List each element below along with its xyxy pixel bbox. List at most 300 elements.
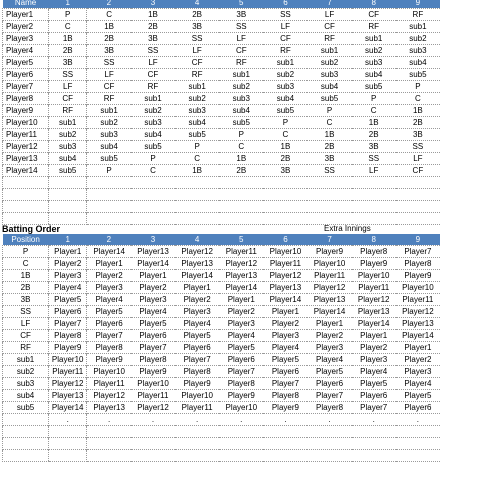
batting-cell[interactable]: Player1 bbox=[87, 258, 131, 270]
defense-cell[interactable]: 2B bbox=[219, 165, 263, 177]
defense-row-label-cell[interactable]: Player10 bbox=[3, 117, 49, 129]
defense-cell[interactable]: LF bbox=[307, 9, 351, 21]
defense-cell[interactable]: P bbox=[263, 117, 307, 129]
defense-cell[interactable]: C bbox=[352, 105, 396, 117]
batting-cell[interactable]: . bbox=[87, 414, 131, 426]
defense-cell[interactable]: CF bbox=[263, 33, 307, 45]
defense-cell[interactable]: P bbox=[131, 153, 175, 165]
batting-cell[interactable]: Player4 bbox=[49, 282, 87, 294]
defense-cell[interactable]: sub1 bbox=[49, 117, 87, 129]
defense-cell[interactable] bbox=[219, 201, 263, 213]
batting-cell[interactable] bbox=[307, 426, 351, 438]
batting-cell[interactable]: Player10 bbox=[131, 378, 175, 390]
batting-cell[interactable]: Player13 bbox=[175, 258, 219, 270]
batting-cell[interactable]: Player10 bbox=[263, 246, 307, 258]
defense-cell[interactable]: LF bbox=[175, 45, 219, 57]
defense-cell[interactable] bbox=[352, 189, 396, 201]
batting-cell[interactable]: Player11 bbox=[87, 378, 131, 390]
batting-cell[interactable]: Player3 bbox=[131, 294, 175, 306]
defense-cell[interactable]: sub5 bbox=[263, 105, 307, 117]
batting-cell[interactable]: Player8 bbox=[87, 342, 131, 354]
defense-cell[interactable]: C bbox=[396, 93, 440, 105]
batting-row-label-cell[interactable]: sub2 bbox=[3, 366, 49, 378]
batting-row-label-cell[interactable]: sub5 bbox=[3, 402, 49, 414]
batting-cell[interactable]: Player6 bbox=[263, 366, 307, 378]
batting-row-label-cell[interactable]: P bbox=[3, 246, 49, 258]
defense-cell[interactable]: P bbox=[87, 165, 131, 177]
defense-cell[interactable] bbox=[87, 213, 131, 225]
batting-cell[interactable]: Player7 bbox=[219, 366, 263, 378]
defense-cell[interactable] bbox=[263, 177, 307, 189]
defense-cell[interactable]: sub1 bbox=[219, 69, 263, 81]
batting-cell[interactable]: Player12 bbox=[49, 378, 87, 390]
batting-cell[interactable]: Player5 bbox=[352, 378, 396, 390]
batting-cell[interactable]: Player9 bbox=[263, 402, 307, 414]
defense-cell[interactable] bbox=[131, 189, 175, 201]
batting-cell[interactable]: Player11 bbox=[307, 270, 351, 282]
defense-cell[interactable]: 3B bbox=[307, 153, 351, 165]
batting-cell[interactable]: Player11 bbox=[352, 282, 396, 294]
defense-cell[interactable]: 3B bbox=[352, 141, 396, 153]
batting-cell[interactable]: Player9 bbox=[87, 354, 131, 366]
defense-cell[interactable]: 1B bbox=[352, 117, 396, 129]
defense-row-label-cell[interactable]: Player8 bbox=[3, 93, 49, 105]
defense-cell[interactable]: sub3 bbox=[175, 105, 219, 117]
batting-row-label-cell[interactable]: 2B bbox=[3, 282, 49, 294]
defense-cell[interactable]: P bbox=[352, 93, 396, 105]
batting-cell[interactable]: . bbox=[49, 414, 87, 426]
defense-cell[interactable]: P bbox=[49, 9, 87, 21]
batting-cell[interactable]: Player7 bbox=[131, 342, 175, 354]
batting-cell[interactable]: Player3 bbox=[87, 282, 131, 294]
defense-cell[interactable]: sub2 bbox=[263, 69, 307, 81]
defense-header-cell[interactable]: 5 bbox=[219, 0, 263, 9]
defense-cell[interactable]: sub4 bbox=[263, 93, 307, 105]
defense-cell[interactable]: RF bbox=[49, 105, 87, 117]
defense-cell[interactable] bbox=[352, 177, 396, 189]
defense-cell[interactable]: sub2 bbox=[49, 129, 87, 141]
defense-cell[interactable]: RF bbox=[352, 21, 396, 33]
defense-cell[interactable]: C bbox=[49, 21, 87, 33]
batting-cell[interactable]: Player5 bbox=[49, 294, 87, 306]
batting-header-cell[interactable]: 4 bbox=[175, 234, 219, 246]
defense-cell[interactable]: sub1 bbox=[263, 57, 307, 69]
batting-cell[interactable] bbox=[175, 438, 219, 450]
batting-cell[interactable] bbox=[219, 426, 263, 438]
batting-row-label-cell[interactable]: C bbox=[3, 258, 49, 270]
defense-cell[interactable]: sub5 bbox=[131, 141, 175, 153]
batting-row-label-cell[interactable]: sub3 bbox=[3, 378, 49, 390]
defense-cell[interactable]: sub3 bbox=[263, 81, 307, 93]
defense-header-cell[interactable]: 8 bbox=[352, 0, 396, 9]
batting-cell[interactable]: Player5 bbox=[263, 354, 307, 366]
defense-cell[interactable] bbox=[87, 177, 131, 189]
batting-cell[interactable]: Player9 bbox=[49, 342, 87, 354]
batting-cell[interactable]: Player14 bbox=[175, 270, 219, 282]
defense-cell[interactable]: 1B bbox=[307, 129, 351, 141]
defense-cell[interactable]: 1B bbox=[263, 141, 307, 153]
defense-cell[interactable]: 1B bbox=[175, 165, 219, 177]
defense-cell[interactable]: sub5 bbox=[87, 153, 131, 165]
defense-row-label-cell[interactable]: Player4 bbox=[3, 45, 49, 57]
batting-cell[interactable]: Player8 bbox=[131, 354, 175, 366]
defense-row-label-cell[interactable] bbox=[3, 201, 49, 213]
batting-cell[interactable]: Player13 bbox=[49, 390, 87, 402]
batting-cell[interactable]: Player14 bbox=[396, 330, 440, 342]
batting-cell[interactable]: Player8 bbox=[49, 330, 87, 342]
defense-cell[interactable] bbox=[396, 189, 440, 201]
batting-cell[interactable]: Player1 bbox=[263, 306, 307, 318]
defense-cell[interactable] bbox=[263, 201, 307, 213]
defense-cell[interactable]: sub5 bbox=[307, 93, 351, 105]
batting-cell[interactable]: Player13 bbox=[307, 294, 351, 306]
batting-cell[interactable]: Player6 bbox=[396, 402, 440, 414]
batting-cell[interactable] bbox=[307, 450, 351, 462]
defense-cell[interactable]: SS bbox=[263, 9, 307, 21]
defense-header-cell[interactable]: 3 bbox=[131, 0, 175, 9]
defense-row-label-cell[interactable]: Player5 bbox=[3, 57, 49, 69]
batting-cell[interactable]: . bbox=[263, 414, 307, 426]
batting-cell[interactable]: Player5 bbox=[87, 306, 131, 318]
defense-cell[interactable]: sub3 bbox=[219, 93, 263, 105]
defense-cell[interactable] bbox=[131, 213, 175, 225]
defense-cell[interactable]: C bbox=[263, 129, 307, 141]
batting-cell[interactable]: Player1 bbox=[219, 294, 263, 306]
batting-cell[interactable]: Player8 bbox=[307, 402, 351, 414]
batting-cell[interactable]: Player3 bbox=[352, 354, 396, 366]
defense-cell[interactable]: RF bbox=[307, 33, 351, 45]
batting-cell[interactable] bbox=[219, 438, 263, 450]
batting-cell[interactable]: Player11 bbox=[175, 402, 219, 414]
defense-cell[interactable]: sub1 bbox=[307, 45, 351, 57]
defense-cell[interactable]: sub3 bbox=[307, 69, 351, 81]
batting-header-cell[interactable]: 8 bbox=[352, 234, 396, 246]
batting-cell[interactable]: Player8 bbox=[263, 390, 307, 402]
defense-cell[interactable]: 1B bbox=[219, 153, 263, 165]
defense-cell[interactable]: CF bbox=[87, 81, 131, 93]
defense-cell[interactable]: C bbox=[175, 153, 219, 165]
batting-cell[interactable]: Player6 bbox=[307, 378, 351, 390]
batting-cell[interactable]: . bbox=[396, 414, 440, 426]
batting-cell[interactable]: Player6 bbox=[87, 318, 131, 330]
defense-row-label-cell[interactable]: Player9 bbox=[3, 105, 49, 117]
defense-cell[interactable]: 3B bbox=[87, 45, 131, 57]
defense-cell[interactable] bbox=[219, 177, 263, 189]
defense-cell[interactable]: CF bbox=[219, 45, 263, 57]
defense-cell[interactable] bbox=[396, 213, 440, 225]
defense-cell[interactable]: 3B bbox=[131, 33, 175, 45]
defense-cell[interactable]: SS bbox=[49, 69, 87, 81]
batting-cell[interactable]: Player10 bbox=[352, 270, 396, 282]
defense-cell[interactable]: SS bbox=[307, 165, 351, 177]
batting-cell[interactable]: Player5 bbox=[131, 318, 175, 330]
defense-cell[interactable]: sub2 bbox=[396, 33, 440, 45]
batting-cell[interactable]: Player4 bbox=[175, 318, 219, 330]
defense-cell[interactable]: 3B bbox=[175, 21, 219, 33]
batting-cell[interactable]: . bbox=[352, 414, 396, 426]
batting-cell[interactable]: Player2 bbox=[87, 270, 131, 282]
defense-cell[interactable] bbox=[219, 189, 263, 201]
batting-cell[interactable]: Player6 bbox=[131, 330, 175, 342]
defense-cell[interactable] bbox=[131, 177, 175, 189]
defense-cell[interactable] bbox=[307, 177, 351, 189]
defense-row-label-cell[interactable] bbox=[3, 213, 49, 225]
batting-row-label-cell[interactable] bbox=[3, 426, 49, 438]
defense-cell[interactable]: LF bbox=[219, 33, 263, 45]
defense-cell[interactable]: CF bbox=[49, 93, 87, 105]
batting-cell[interactable]: Player1 bbox=[131, 270, 175, 282]
batting-cell[interactable]: Player13 bbox=[396, 318, 440, 330]
defense-cell[interactable]: sub3 bbox=[396, 45, 440, 57]
batting-cell[interactable] bbox=[352, 426, 396, 438]
defense-header-cell[interactable]: 1 bbox=[49, 0, 87, 9]
defense-cell[interactable] bbox=[263, 213, 307, 225]
batting-cell[interactable]: Player12 bbox=[219, 258, 263, 270]
batting-cell[interactable]: Player3 bbox=[219, 318, 263, 330]
defense-cell[interactable]: sub3 bbox=[49, 141, 87, 153]
defense-cell[interactable]: sub3 bbox=[352, 57, 396, 69]
batting-cell[interactable]: Player2 bbox=[263, 318, 307, 330]
defense-cell[interactable]: 3B bbox=[219, 9, 263, 21]
defense-cell[interactable]: 2B bbox=[175, 9, 219, 21]
batting-row-label-cell[interactable]: LF bbox=[3, 318, 49, 330]
batting-cell[interactable]: Player6 bbox=[219, 354, 263, 366]
defense-cell[interactable]: sub4 bbox=[219, 105, 263, 117]
batting-row-label-cell[interactable]: sub4 bbox=[3, 390, 49, 402]
batting-cell[interactable] bbox=[49, 426, 87, 438]
defense-cell[interactable] bbox=[175, 177, 219, 189]
batting-cell[interactable]: Player9 bbox=[307, 246, 351, 258]
defense-cell[interactable]: CF bbox=[396, 165, 440, 177]
defense-cell[interactable]: 2B bbox=[87, 33, 131, 45]
defense-cell[interactable]: 3B bbox=[49, 57, 87, 69]
batting-cell[interactable]: Player6 bbox=[175, 342, 219, 354]
defense-cell[interactable]: SS bbox=[175, 33, 219, 45]
batting-cell[interactable]: Player2 bbox=[175, 294, 219, 306]
defense-row-label-cell[interactable]: Player1 bbox=[3, 9, 49, 21]
defense-header-cell[interactable]: 7 bbox=[307, 0, 351, 9]
batting-cell[interactable]: . bbox=[219, 414, 263, 426]
defense-cell[interactable]: sub4 bbox=[396, 57, 440, 69]
defense-cell[interactable]: RF bbox=[219, 57, 263, 69]
batting-cell[interactable]: Player9 bbox=[175, 378, 219, 390]
defense-cell[interactable]: 2B bbox=[49, 45, 87, 57]
batting-cell[interactable]: Player4 bbox=[307, 354, 351, 366]
batting-cell[interactable]: Player2 bbox=[49, 258, 87, 270]
batting-cell[interactable] bbox=[307, 438, 351, 450]
defense-cell[interactable] bbox=[307, 189, 351, 201]
batting-cell[interactable] bbox=[263, 438, 307, 450]
batting-cell[interactable]: Player10 bbox=[396, 282, 440, 294]
batting-cell[interactable] bbox=[219, 450, 263, 462]
batting-cell[interactable] bbox=[396, 426, 440, 438]
defense-cell[interactable]: sub2 bbox=[352, 45, 396, 57]
batting-cell[interactable]: Player4 bbox=[396, 378, 440, 390]
batting-cell[interactable]: Player1 bbox=[396, 342, 440, 354]
defense-cell[interactable] bbox=[175, 189, 219, 201]
batting-cell[interactable] bbox=[396, 438, 440, 450]
defense-row-label-cell[interactable]: Player6 bbox=[3, 69, 49, 81]
batting-cell[interactable] bbox=[87, 450, 131, 462]
defense-row-label-cell[interactable] bbox=[3, 177, 49, 189]
batting-cell[interactable] bbox=[352, 450, 396, 462]
defense-header-cell[interactable]: Name bbox=[3, 0, 49, 9]
defense-cell[interactable]: sub5 bbox=[219, 117, 263, 129]
defense-cell[interactable]: P bbox=[219, 129, 263, 141]
batting-header-cell[interactable]: 7 bbox=[307, 234, 351, 246]
defense-cell[interactable]: C bbox=[87, 9, 131, 21]
defense-cell[interactable]: sub5 bbox=[396, 69, 440, 81]
defense-cell[interactable]: SS bbox=[352, 153, 396, 165]
batting-cell[interactable]: Player7 bbox=[352, 402, 396, 414]
defense-cell[interactable]: P bbox=[175, 141, 219, 153]
batting-cell[interactable]: Player4 bbox=[263, 342, 307, 354]
defense-cell[interactable]: 1B bbox=[396, 105, 440, 117]
batting-cell[interactable]: Player3 bbox=[263, 330, 307, 342]
batting-cell[interactable]: Player11 bbox=[263, 258, 307, 270]
batting-cell[interactable]: . bbox=[175, 414, 219, 426]
batting-cell[interactable]: Player7 bbox=[396, 246, 440, 258]
batting-cell[interactable]: Player3 bbox=[49, 270, 87, 282]
batting-cell[interactable]: . bbox=[131, 414, 175, 426]
batting-row-label-cell[interactable] bbox=[3, 438, 49, 450]
batting-row-label-cell[interactable]: CF bbox=[3, 330, 49, 342]
defense-cell[interactable]: sub4 bbox=[307, 81, 351, 93]
batting-cell[interactable]: Player1 bbox=[175, 282, 219, 294]
batting-cell[interactable]: Player14 bbox=[131, 258, 175, 270]
batting-cell[interactable]: Player3 bbox=[396, 366, 440, 378]
batting-cell[interactable]: Player10 bbox=[49, 354, 87, 366]
defense-cell[interactable]: RF bbox=[263, 45, 307, 57]
defense-cell[interactable]: 2B bbox=[307, 141, 351, 153]
batting-row-label-cell[interactable] bbox=[3, 450, 49, 462]
defense-cell[interactable]: 2B bbox=[396, 117, 440, 129]
batting-cell[interactable] bbox=[87, 438, 131, 450]
batting-cell[interactable]: Player2 bbox=[396, 354, 440, 366]
defense-cell[interactable]: RF bbox=[87, 93, 131, 105]
batting-cell[interactable]: Player11 bbox=[219, 246, 263, 258]
defense-cell[interactable]: sub4 bbox=[352, 69, 396, 81]
batting-cell[interactable]: Player8 bbox=[396, 258, 440, 270]
batting-cell[interactable]: . bbox=[307, 414, 351, 426]
batting-cell[interactable]: Player10 bbox=[87, 366, 131, 378]
batting-header-cell[interactable]: 5 bbox=[219, 234, 263, 246]
defense-cell[interactable]: LF bbox=[131, 57, 175, 69]
batting-cell[interactable]: Player12 bbox=[352, 294, 396, 306]
batting-cell[interactable]: Player13 bbox=[263, 282, 307, 294]
defense-header-cell[interactable]: 6 bbox=[263, 0, 307, 9]
batting-cell[interactable]: Player8 bbox=[219, 378, 263, 390]
batting-row-label-cell[interactable]: SS bbox=[3, 306, 49, 318]
batting-cell[interactable]: Player11 bbox=[49, 366, 87, 378]
defense-row-label-cell[interactable]: Player7 bbox=[3, 81, 49, 93]
defense-cell[interactable]: sub4 bbox=[131, 129, 175, 141]
defense-cell[interactable]: 3B bbox=[263, 165, 307, 177]
defense-cell[interactable]: sub4 bbox=[175, 117, 219, 129]
defense-cell[interactable]: SS bbox=[131, 45, 175, 57]
batting-header-cell[interactable]: 2 bbox=[87, 234, 131, 246]
batting-cell[interactable]: Player13 bbox=[352, 306, 396, 318]
batting-cell[interactable]: Player5 bbox=[175, 330, 219, 342]
batting-cell[interactable]: Player14 bbox=[352, 318, 396, 330]
defense-cell[interactable] bbox=[396, 177, 440, 189]
batting-cell[interactable]: Player4 bbox=[131, 306, 175, 318]
batting-cell[interactable]: Player14 bbox=[307, 306, 351, 318]
defense-cell[interactable]: sub5 bbox=[49, 165, 87, 177]
defense-cell[interactable]: sub1 bbox=[131, 93, 175, 105]
defense-cell[interactable]: sub2 bbox=[87, 117, 131, 129]
defense-cell[interactable] bbox=[49, 177, 87, 189]
defense-cell[interactable]: sub4 bbox=[49, 153, 87, 165]
defense-row-label-cell[interactable]: Player14 bbox=[3, 165, 49, 177]
batting-cell[interactable]: Player10 bbox=[219, 402, 263, 414]
defense-cell[interactable] bbox=[307, 213, 351, 225]
batting-cell[interactable]: Player2 bbox=[131, 282, 175, 294]
batting-cell[interactable] bbox=[263, 426, 307, 438]
defense-cell[interactable]: LF bbox=[87, 69, 131, 81]
batting-cell[interactable]: Player3 bbox=[175, 306, 219, 318]
defense-cell[interactable]: LF bbox=[396, 153, 440, 165]
defense-cell[interactable] bbox=[352, 201, 396, 213]
batting-cell[interactable]: Player4 bbox=[219, 330, 263, 342]
defense-cell[interactable]: sub5 bbox=[352, 81, 396, 93]
batting-cell[interactable] bbox=[49, 450, 87, 462]
batting-cell[interactable]: Player12 bbox=[131, 402, 175, 414]
batting-cell[interactable] bbox=[131, 438, 175, 450]
batting-cell[interactable]: Player3 bbox=[307, 342, 351, 354]
defense-cell[interactable] bbox=[49, 201, 87, 213]
defense-header-cell[interactable]: 9 bbox=[396, 0, 440, 9]
batting-header-cell[interactable]: 9 bbox=[396, 234, 440, 246]
defense-row-label-cell[interactable]: Player13 bbox=[3, 153, 49, 165]
batting-cell[interactable] bbox=[175, 426, 219, 438]
defense-cell[interactable]: 2B bbox=[131, 21, 175, 33]
batting-cell[interactable]: Player1 bbox=[307, 318, 351, 330]
defense-row-label-cell[interactable]: Player2 bbox=[3, 21, 49, 33]
batting-cell[interactable]: Player14 bbox=[219, 282, 263, 294]
batting-cell[interactable]: Player11 bbox=[396, 294, 440, 306]
defense-cell[interactable]: 1B bbox=[87, 21, 131, 33]
batting-cell[interactable]: Player14 bbox=[263, 294, 307, 306]
batting-cell[interactable]: Player1 bbox=[352, 330, 396, 342]
batting-cell[interactable]: Player4 bbox=[352, 366, 396, 378]
defense-header-cell[interactable]: 2 bbox=[87, 0, 131, 9]
defense-cell[interactable] bbox=[307, 201, 351, 213]
batting-cell[interactable] bbox=[131, 426, 175, 438]
batting-cell[interactable]: Player6 bbox=[352, 390, 396, 402]
batting-cell[interactable]: Player13 bbox=[131, 246, 175, 258]
batting-row-label-cell[interactable]: RF bbox=[3, 342, 49, 354]
batting-cell[interactable]: Player13 bbox=[219, 270, 263, 282]
defense-cell[interactable]: sub4 bbox=[87, 141, 131, 153]
defense-cell[interactable]: C bbox=[131, 165, 175, 177]
batting-cell[interactable]: Player12 bbox=[175, 246, 219, 258]
defense-cell[interactable]: CF bbox=[307, 21, 351, 33]
defense-cell[interactable] bbox=[49, 213, 87, 225]
batting-header-cell[interactable]: 1 bbox=[49, 234, 87, 246]
batting-cell[interactable]: Player5 bbox=[307, 366, 351, 378]
batting-cell[interactable]: Player2 bbox=[307, 330, 351, 342]
defense-cell[interactable] bbox=[49, 189, 87, 201]
batting-header-cell[interactable]: 6 bbox=[263, 234, 307, 246]
defense-cell[interactable]: LF bbox=[49, 81, 87, 93]
defense-cell[interactable]: sub5 bbox=[175, 129, 219, 141]
batting-row-label-cell[interactable]: 1B bbox=[3, 270, 49, 282]
batting-cell[interactable]: Player14 bbox=[49, 402, 87, 414]
batting-cell[interactable]: Player9 bbox=[352, 258, 396, 270]
batting-cell[interactable]: Player7 bbox=[307, 390, 351, 402]
defense-cell[interactable]: SS bbox=[219, 21, 263, 33]
